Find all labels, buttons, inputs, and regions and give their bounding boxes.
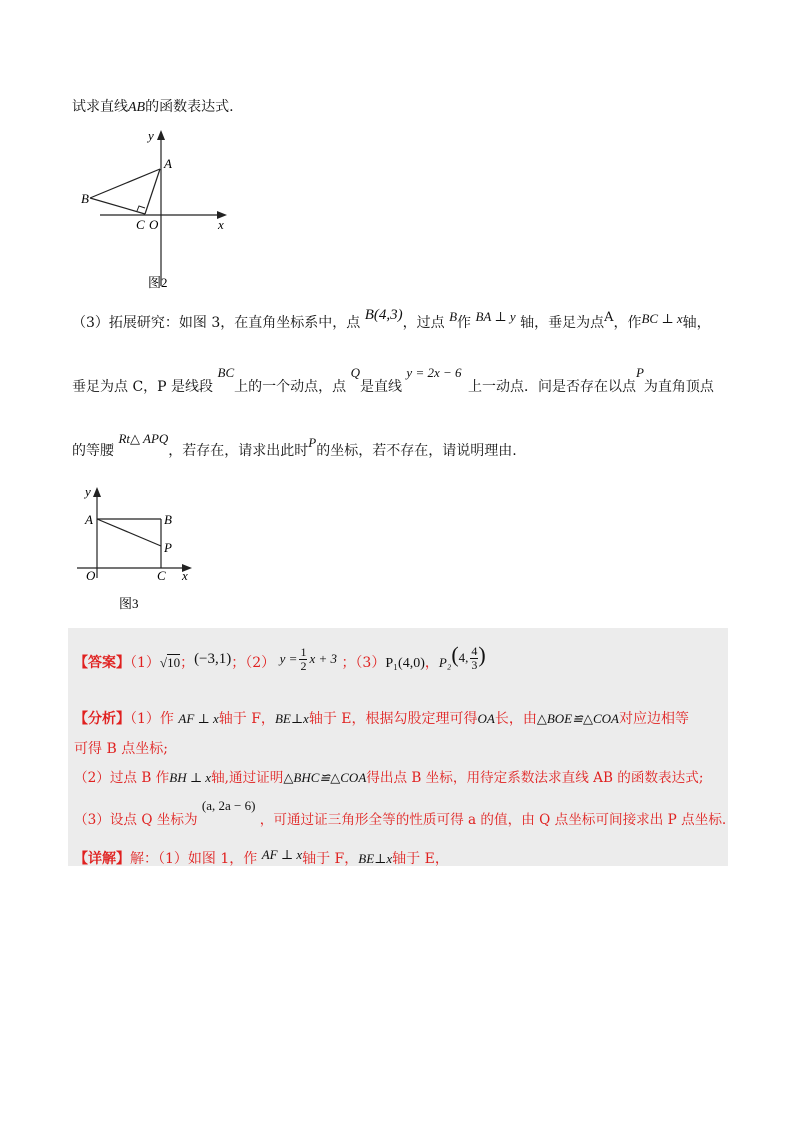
analysis-text: 长，由 — [494, 711, 537, 727]
answer-part1: （1） — [130, 655, 160, 672]
point-p2-coord: (4, $\frac{4}{3}$ ) — [451, 642, 486, 673]
point-answer-1: (−3,1) — [194, 651, 232, 668]
fig2-seg-bc — [90, 198, 145, 214]
fig2-seg-ca — [145, 169, 160, 214]
point-p2: P₂ — [438, 655, 452, 671]
part3-text: 上的一个动点，点 — [234, 379, 347, 395]
line-eq-rhs: x + 3 — [309, 651, 337, 667]
fig2-label-o: O — [149, 217, 159, 232]
point-p: P — [635, 365, 644, 380]
part3-line-2 — [72, 365, 714, 396]
part3-text: ，过点 — [402, 315, 445, 331]
p2-frac-num: 4 — [471, 644, 478, 659]
ba-perp-y: BA ⊥ y — [475, 309, 516, 324]
detail-line — [74, 848, 449, 868]
part3-line-3 — [72, 431, 517, 460]
analysis-line-4 — [74, 798, 727, 828]
fig2-label-x: x — [218, 217, 224, 232]
intro-text-2: 的函数表达式. — [145, 99, 234, 115]
sqrt-10: √10 — [159, 655, 181, 671]
fraction-half — [299, 646, 307, 673]
fig2-right-angle-mark — [137, 206, 145, 211]
analysis-text: 得出点 B 坐标，用待定系数法求直线 AB 的函数表达式; — [366, 770, 704, 786]
part3-text: 的坐标，若不存在，请说明理由. — [316, 443, 517, 459]
fig2-y-arrow — [157, 130, 165, 140]
analysis-text: 轴,通过证明 — [211, 770, 284, 786]
fraction-den: 2 — [300, 658, 307, 673]
analysis-text: 可得 B 点坐标; — [74, 741, 168, 757]
detail-text: 轴于 E， — [392, 851, 449, 867]
part3-text: 轴，垂足为点 — [520, 315, 605, 331]
congruence-2: △BHC≌△COA — [283, 770, 367, 785]
fig3-caption: 图3 — [119, 596, 139, 611]
bc-perp-x: BC ⊥ x — [641, 311, 683, 326]
figure-3 — [72, 482, 212, 614]
analysis-text: （3）设点 Q 坐标为 — [74, 812, 198, 828]
be-perp-x: BE⊥x — [274, 711, 309, 726]
part3-text: 轴， — [682, 315, 711, 331]
fig2-seg-ba — [90, 169, 160, 198]
answer-sep: ； — [180, 655, 195, 672]
answer-part3: ；（3） — [341, 655, 386, 672]
part3-text: 为直角顶点 — [643, 379, 714, 395]
analysis-line-3 — [74, 766, 703, 786]
answer-comma: ， — [424, 655, 439, 672]
be-perp-x: BE⊥x — [358, 851, 393, 866]
point-p: P — [308, 435, 317, 450]
part3-text: 的等腰 — [72, 443, 114, 459]
q-coordinate: (a, 2a − 6) — [201, 798, 256, 813]
intro-text-1: 试求直线 — [72, 99, 128, 115]
fig3-label-x: x — [182, 568, 188, 583]
analysis-line-1 — [74, 708, 689, 728]
point-p1: P₁(4,0) — [385, 656, 425, 672]
fig3-y-arrow — [93, 487, 101, 497]
sqrt-radicand: 10 — [167, 655, 181, 671]
fig3-label-b: B — [164, 512, 172, 527]
part3-text: 作 — [457, 315, 472, 331]
answer-line — [74, 642, 486, 678]
part3-text: （3）拓展研究：如图 3，在直角坐标系中，点 — [72, 315, 361, 331]
bh-perp-x: BH ⊥ x — [169, 770, 212, 785]
detail-text: 解：（1）如图 1，作 — [130, 851, 258, 867]
line-equation: y = 2x − 6 — [406, 365, 462, 380]
fig2-label-a: A — [164, 156, 172, 171]
part3-text: ，作 — [613, 315, 642, 331]
answer-label: 【答案】 — [74, 655, 130, 672]
analysis-label: 【分析】 — [74, 711, 130, 727]
fig3-label-p: P — [164, 540, 172, 555]
line-eq-lhs: y = — [279, 651, 298, 667]
fig3-label-y: y — [85, 484, 91, 499]
point-b-coord: B(4,3) — [364, 307, 403, 323]
fig3-label-a: A — [85, 512, 93, 527]
part3-text: 是直线 — [359, 379, 402, 395]
fig3-label-c: C — [157, 568, 166, 583]
analysis-text: （2）过点 B 作 — [74, 770, 170, 786]
fig3-seg-ap — [97, 519, 161, 546]
part3-text: 垂足为点 C，P 是线段 — [72, 379, 214, 395]
point-a: A — [604, 310, 614, 325]
part3-text: ，若存在，请求出此时 — [168, 443, 309, 459]
congruence-1: △BOE≌△COA — [536, 711, 620, 726]
analysis-text: （1）作 — [130, 711, 174, 727]
p2-x: 4, — [458, 650, 469, 665]
part3-line-1 — [72, 307, 711, 332]
oa: OA — [477, 711, 495, 726]
fig2-caption: 图2 — [148, 275, 168, 290]
p2-frac-den: 3 — [471, 658, 478, 673]
af-perp-x: AF ⊥ x — [178, 711, 219, 726]
point-b: B — [449, 309, 458, 324]
point-q: Q — [350, 365, 360, 380]
intro-line — [72, 96, 234, 116]
fig2-label-c: C — [136, 217, 145, 232]
part3-text: 上一动点．问是否存在以点 — [467, 379, 636, 395]
detail-label: 【详解】 — [74, 851, 130, 867]
analysis-text: 轴于 E，根据勾股定理可得 — [308, 711, 478, 727]
detail-text: 轴于 F， — [302, 851, 359, 867]
fraction-num: 1 — [300, 644, 307, 659]
fig2-label-b: B — [81, 191, 89, 206]
analysis-text: 对应边相等 — [619, 711, 690, 727]
af-perp-x: AF ⊥ x — [261, 847, 303, 862]
seg-bc: BC — [217, 365, 235, 380]
fig2-label-y: y — [148, 128, 154, 143]
analysis-text: ，可通过证三角形全等的性质可得 a 的值，由 Q 点坐标可间接求出 P 点坐标. — [259, 812, 727, 828]
answer-part2: ；（2） — [231, 655, 276, 672]
analysis-line-2 — [74, 738, 168, 758]
figure-2 — [72, 126, 242, 296]
rt-triangle-apq: Rt△ APQ — [118, 431, 169, 446]
intro-ab: AB — [128, 100, 146, 115]
analysis-text: 轴于 F， — [218, 711, 275, 727]
fig3-label-o: O — [86, 568, 96, 583]
